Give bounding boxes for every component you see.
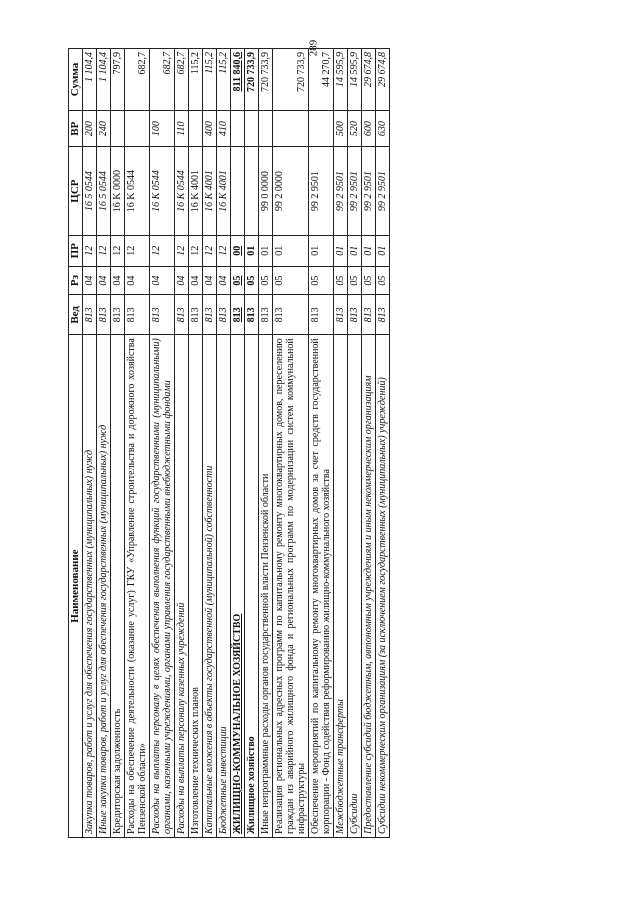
cell-pr: 00 [231,235,245,266]
cell-pr: 01 [273,235,309,266]
cell-csr: 99 0 0000 [259,147,273,235]
cell-pr: 01 [376,235,390,266]
cell-name: Реализация региональных адресных программ по капитальному ремонту многоквартирных домов, переселению граждан из аварийного жилищного фонда и региональных программ по модернизации систем коммунальной инфраструктуры [273,335,309,838]
table-header-row [69,49,83,838]
cell-sum: 682,7 [125,49,150,111]
cell-ved: 813 [231,295,245,335]
cell-name: Предоставление субсидий бюджетным, автономным учреждениям и иным некоммерческим организациям [362,335,376,838]
table-body [83,49,390,838]
cell-sum: 14 595,9 [348,49,362,111]
cell-ved: 813 [376,295,390,335]
table-row [150,49,175,838]
cell-rz: 05 [245,266,259,295]
table-row [217,49,231,838]
cell-ved: 813 [309,295,334,335]
cell-pr: 01 [309,235,334,266]
cell-pr: 12 [217,235,231,266]
header-pr: ПР [69,235,83,266]
cell-name: Капитальные вложения в объекты государственной (муниципальной) собственности [203,335,217,838]
cell-vr: 240 [97,110,111,146]
cell-ved: 813 [217,295,231,335]
cell-ved: 813 [334,295,348,335]
table-row [97,49,111,838]
cell-vr: 520 [348,110,362,146]
cell-vr: 410 [217,110,231,146]
cell-csr: 16 K 4001 [189,147,203,235]
cell-ved: 813 [111,295,125,335]
cell-name: Иные закупки товаров, работ и услуг для обеспечения государственных (муниципальных) нужд [97,335,111,838]
cell-rz: 04 [203,266,217,295]
cell-vr [231,110,245,146]
cell-sum: 811 840,6 [231,49,245,111]
page-number: 289 [307,39,320,57]
cell-vr: 500 [334,110,348,146]
cell-csr: 99 2 9501 [348,147,362,235]
cell-csr: 16 K 4001 [217,147,231,235]
cell-vr [309,110,334,146]
cell-rz: 04 [217,266,231,295]
cell-ved: 813 [273,295,309,335]
cell-pr: 01 [245,235,259,266]
cell-sum: 44 270,7 [309,49,334,111]
cell-rz: 05 [362,266,376,295]
cell-name: Закупка товаров, работ и услуг для обеспечения государственных (муниципальных) нужд [83,335,97,838]
cell-sum: 1 104,4 [97,49,111,111]
cell-rz: 05 [259,266,273,295]
cell-rz: 04 [125,266,150,295]
cell-pr: 12 [189,235,203,266]
table-row [334,49,348,838]
table-row [259,49,273,838]
table-row [203,49,217,838]
cell-sum: 29 674,8 [362,49,376,111]
cell-rz: 04 [111,266,125,295]
cell-sum: 720 733,9 [245,49,259,111]
cell-csr: 99 2 9501 [376,147,390,235]
table-row [376,49,390,838]
cell-name: Изготовление технических планов [189,335,203,838]
cell-csr [231,147,245,235]
cell-name: Бюджетные инвестиции [217,335,231,838]
cell-sum: 682,7 [175,49,189,111]
cell-rz: 05 [231,266,245,295]
cell-rz: 04 [97,266,111,295]
cell-name: Иные непрограммные расходы органов государственной власти Пензенской области [259,335,273,838]
header-vr: ВР [69,110,83,146]
cell-ved: 813 [203,295,217,335]
header-name: Наименование [69,335,83,838]
cell-name: Субсидии [348,335,362,838]
cell-vr [245,110,259,146]
cell-name: Расходы на выплаты персоналу казенных учреждений [175,335,189,838]
cell-rz: 04 [175,266,189,295]
cell-rz: 04 [83,266,97,295]
cell-ved: 813 [175,295,189,335]
cell-pr: 01 [259,235,273,266]
cell-sum: 682,7 [150,49,175,111]
cell-ved: 813 [189,295,203,335]
header-sum: Сумма [69,49,83,111]
cell-pr: 01 [362,235,376,266]
cell-csr: 16 K 4001 [203,147,217,235]
cell-csr: 99 2 9501 [334,147,348,235]
cell-vr [125,110,150,146]
cell-vr: 630 [376,110,390,146]
cell-name: Жилищное хозяйство [245,335,259,838]
rotated-table-container [68,48,523,838]
cell-rz: 05 [348,266,362,295]
table-row [175,49,189,838]
cell-rz: 05 [334,266,348,295]
cell-csr: 16 K 0544 [175,147,189,235]
table-row [83,49,97,838]
cell-vr [273,110,309,146]
cell-name: Кредиторская задолженность [111,335,125,838]
table-row [245,49,259,838]
cell-rz: 05 [376,266,390,295]
table-row [231,49,245,838]
cell-csr: 16 5 0544 [83,147,97,235]
cell-pr: 01 [334,235,348,266]
cell-ved: 813 [125,295,150,335]
cell-csr: 16 K 0544 [150,147,175,235]
cell-vr: 600 [362,110,376,146]
cell-ved: 813 [97,295,111,335]
cell-vr: 110 [175,110,189,146]
cell-ved: 813 [259,295,273,335]
table-row [125,49,150,838]
cell-ved: 813 [150,295,175,335]
header-rz: Рз [69,266,83,295]
cell-sum: 115,2 [203,49,217,111]
cell-csr: 16 K 0544 [125,147,150,235]
cell-rz: 05 [273,266,309,295]
cell-sum: 720 733,9 [273,49,309,111]
cell-ved: 813 [362,295,376,335]
cell-pr: 12 [83,235,97,266]
header-csr: ЦСР [69,147,83,235]
cell-sum: 115,2 [189,49,203,111]
cell-ved: 813 [245,295,259,335]
cell-csr [245,147,259,235]
cell-sum: 14 595,9 [334,49,348,111]
cell-sum: 29 674,8 [376,49,390,111]
cell-ved: 813 [83,295,97,335]
budget-table [68,48,390,838]
cell-name: Межбюджетные трансферты [334,335,348,838]
header-ved: Вед [69,295,83,335]
cell-vr [259,110,273,146]
cell-sum: 1 104,4 [83,49,97,111]
table-row [273,49,309,838]
cell-pr: 12 [111,235,125,266]
cell-csr: 99 2 9501 [309,147,334,235]
cell-sum: 797,9 [111,49,125,111]
table-row [111,49,125,838]
cell-pr: 12 [150,235,175,266]
cell-name: Расходы на выплаты персоналу в целях обеспечения выполнения функций государственными (муниципальными) органами, казенными учреждениями, органами управления государственными внебюджетными фондами [150,335,175,838]
cell-pr: 12 [203,235,217,266]
cell-ved: 813 [348,295,362,335]
cell-vr: 100 [150,110,175,146]
cell-vr [189,110,203,146]
cell-csr: 99 2 9501 [362,147,376,235]
cell-pr: 12 [97,235,111,266]
table-row [348,49,362,838]
table-row [189,49,203,838]
cell-csr: 16 K 0000 [111,147,125,235]
cell-sum: 720 733,9 [259,49,273,111]
cell-csr: 99 2 0000 [273,147,309,235]
cell-pr: 12 [125,235,150,266]
table-row [362,49,376,838]
cell-sum: 115,2 [217,49,231,111]
cell-pr: 12 [175,235,189,266]
cell-name: Обеспечение мероприятий по капитальному ремонту многоквартирных домов за счет средств государственной корпорации - Фонд содействия реформированию жилищно-коммунального хозяйства [309,335,334,838]
cell-rz: 04 [150,266,175,295]
table-row [309,49,334,838]
cell-vr: 200 [83,110,97,146]
cell-vr [111,110,125,146]
cell-pr: 01 [348,235,362,266]
cell-name: Субсидии некоммерческим организациям (за исключением государственных (муниципальных) учреждений) [376,335,390,838]
cell-name: Расходы на обеспечение деятельности (оказание услуг) ГКУ «Управление строительства и дорожного хозяйства Пензенской области» [125,335,150,838]
cell-rz: 04 [189,266,203,295]
cell-vr: 400 [203,110,217,146]
cell-csr: 16 5 0544 [97,147,111,235]
cell-rz: 05 [309,266,334,295]
cell-name: ЖИЛИЩНО-КОММУНАЛЬНОЕ ХОЗЯЙСТВО [231,335,245,838]
